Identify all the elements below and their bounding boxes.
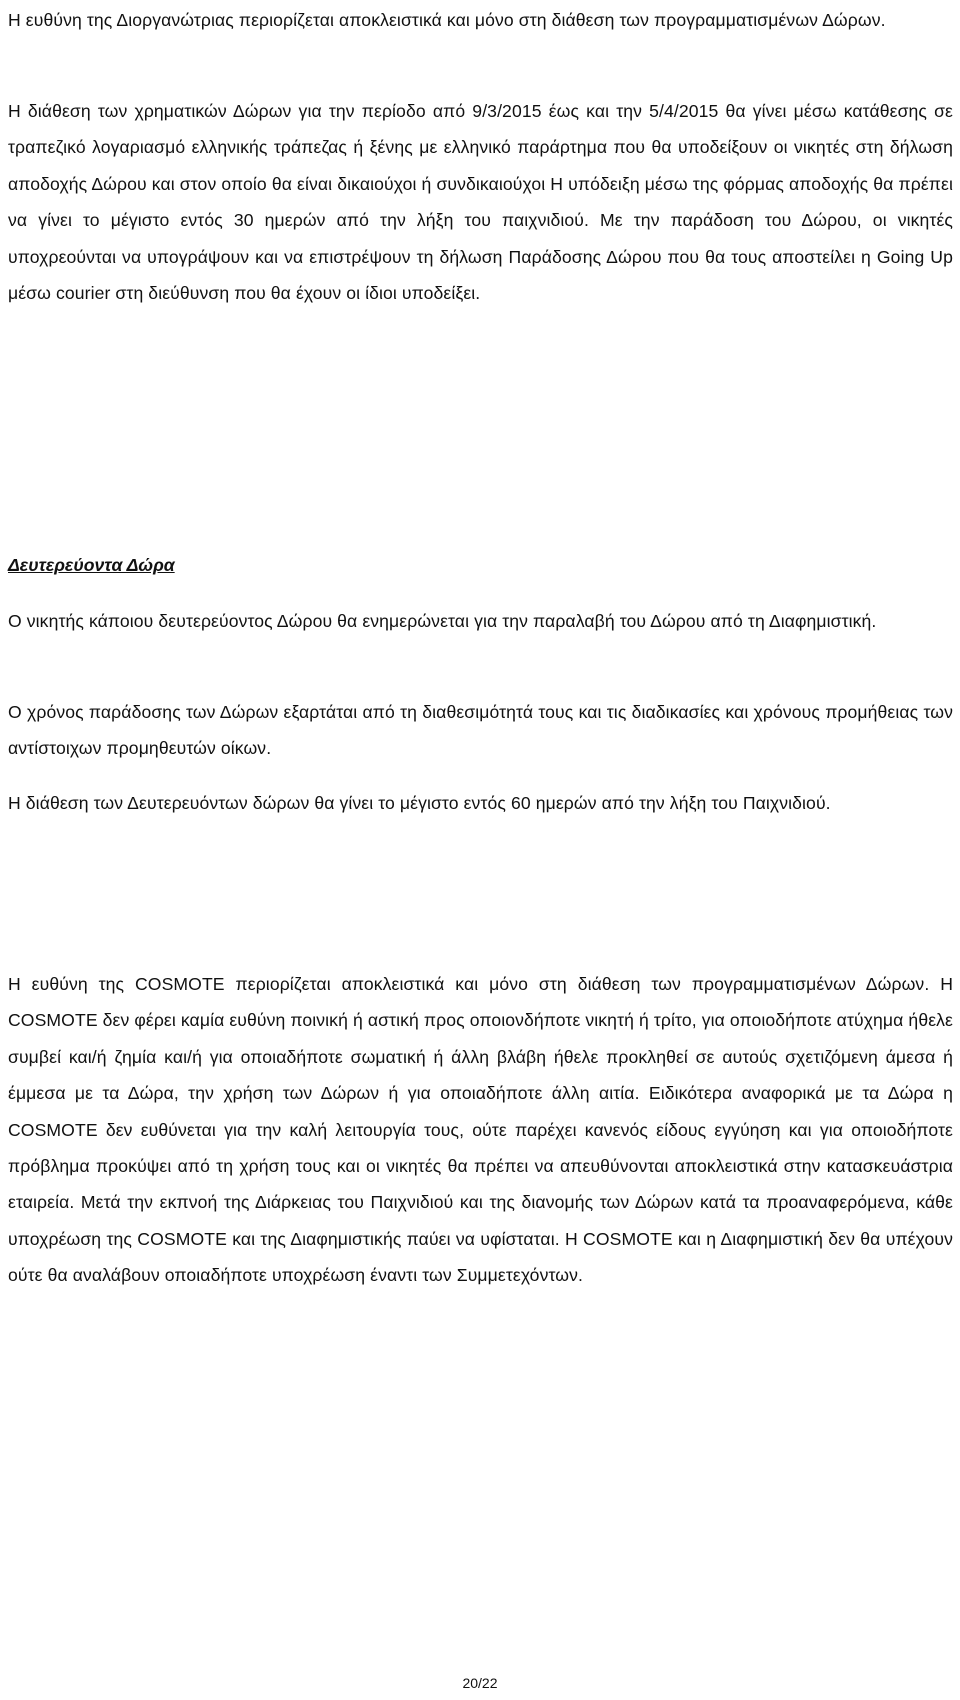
page-number: 20/22 xyxy=(462,1675,498,1691)
paragraph-delivery-time: Ο χρόνος παράδοσης των Δώρων εξαρτάται από τη διαθεσιμότητά τους και τις διαδικασίες και χρόνους προμήθειας των αντίστοιχων προμηθευτών οίκων. xyxy=(8,702,953,759)
paragraph-cash-prizes: Η διάθεση των χρηματικών Δώρων για την περίοδο από 9/3/2015 έως και την 5/4/2015 θα γίνει μέσω κατάθεσης σε τραπεζικό λογαριασμό ελληνικής τράπεζας ή ξένης με ελληνικό παράρτημα που θα υποδείξουν οι νικητές στη δήλωση αποδοχής Δώρου και στον οποίο θα είναι δικαιούχοι ή συνδικαιούχοι Η υπόδειξη μέσω της φόρμας αποδοχής θα πρέπει να γίνει το μέγιστο εντός 30 ημερών από την λήξη του παιχνιδιού. Με την παράδοση του Δώρου, οι νικητές υποχρεούνται να υπογράψουν και να επιστρέψουν τη δήλωση Παράδοσης Δώρου που θα τους αποστείλει η Going Up μέσω courier στη διεύθυνση που θα έχουν οι ίδιοι υποδείξει. xyxy=(8,101,953,304)
paragraph-organizer-responsibility: Η ευθύνη της Διοργανώτριας περιορίζεται αποκλειστικά και μόνο στη διάθεση των προγραμματισμένων Δώρων. xyxy=(8,10,886,30)
paragraph-cosmote-responsibility: Η ευθύνη της COSMOTE περιορίζεται αποκλειστικά και μόνο στη διάθεση των προγραμματισμένων Δώρων. Η COSMOTE δεν φέρει καμία ευθύνη ποινική ή αστική προς οποιονδήποτε νικητή ή τρίτο, για οποιοδήποτε ατύχημα ήθελε συμβεί και/ή ζημία και/ή για οποιαδήποτε σωματική ή άλλη βλάβη ήθελε προκληθεί σε αυτούς σχετιζόμενη άμεσα ή έμμεσα με τα Δώρα, την χρήση των Δώρων ή για οποιαδήποτε άλλη αιτία. Ειδικότερα αναφορικά με τα Δώρα η COSMOTE δεν ευθύνεται για την καλή λειτουργία τους, ούτε παρέχει κανενός είδους εγγύηση και για οποιοδήποτε πρόβλημα προκύψει από τη χρήση τους και οι νικητές θα πρέπει να απευθύνονται αποκλειστικά στην κατασκευάστρια εταιρεία. Μετά την εκπνοή της Διάρκειας του Παιχνιδιού και της διανομής των Δώρων κατά τα προαναφερόμενα, κάθε υποχρέωση της COSMOTE και της Διαφημιστικής παύει να υφίσταται. Η COSMOTE και η Διαφημιστική δεν θα υπέχουν ούτε θα αναλάβουν οποιαδήποτε υποχρέωση έναντι των Συμμετεχόντων. xyxy=(8,974,953,1286)
paragraph-secondary-winner-notice: Ο νικητής κάποιου δευτερεύοντος Δώρου θα ενημερώνεται για την παραλαβή του Δώρου από τη Διαφημιστική. xyxy=(8,611,877,631)
section-heading-secondary-prizes: Δευτερεύοντα Δώρα xyxy=(8,555,175,575)
paragraph-secondary-delivery-deadline: Η διάθεση των Δευτερευόντων δώρων θα γίνει το μέγιστο εντός 60 ημερών από την λήξη του Παιχνιδιού. xyxy=(8,793,831,813)
